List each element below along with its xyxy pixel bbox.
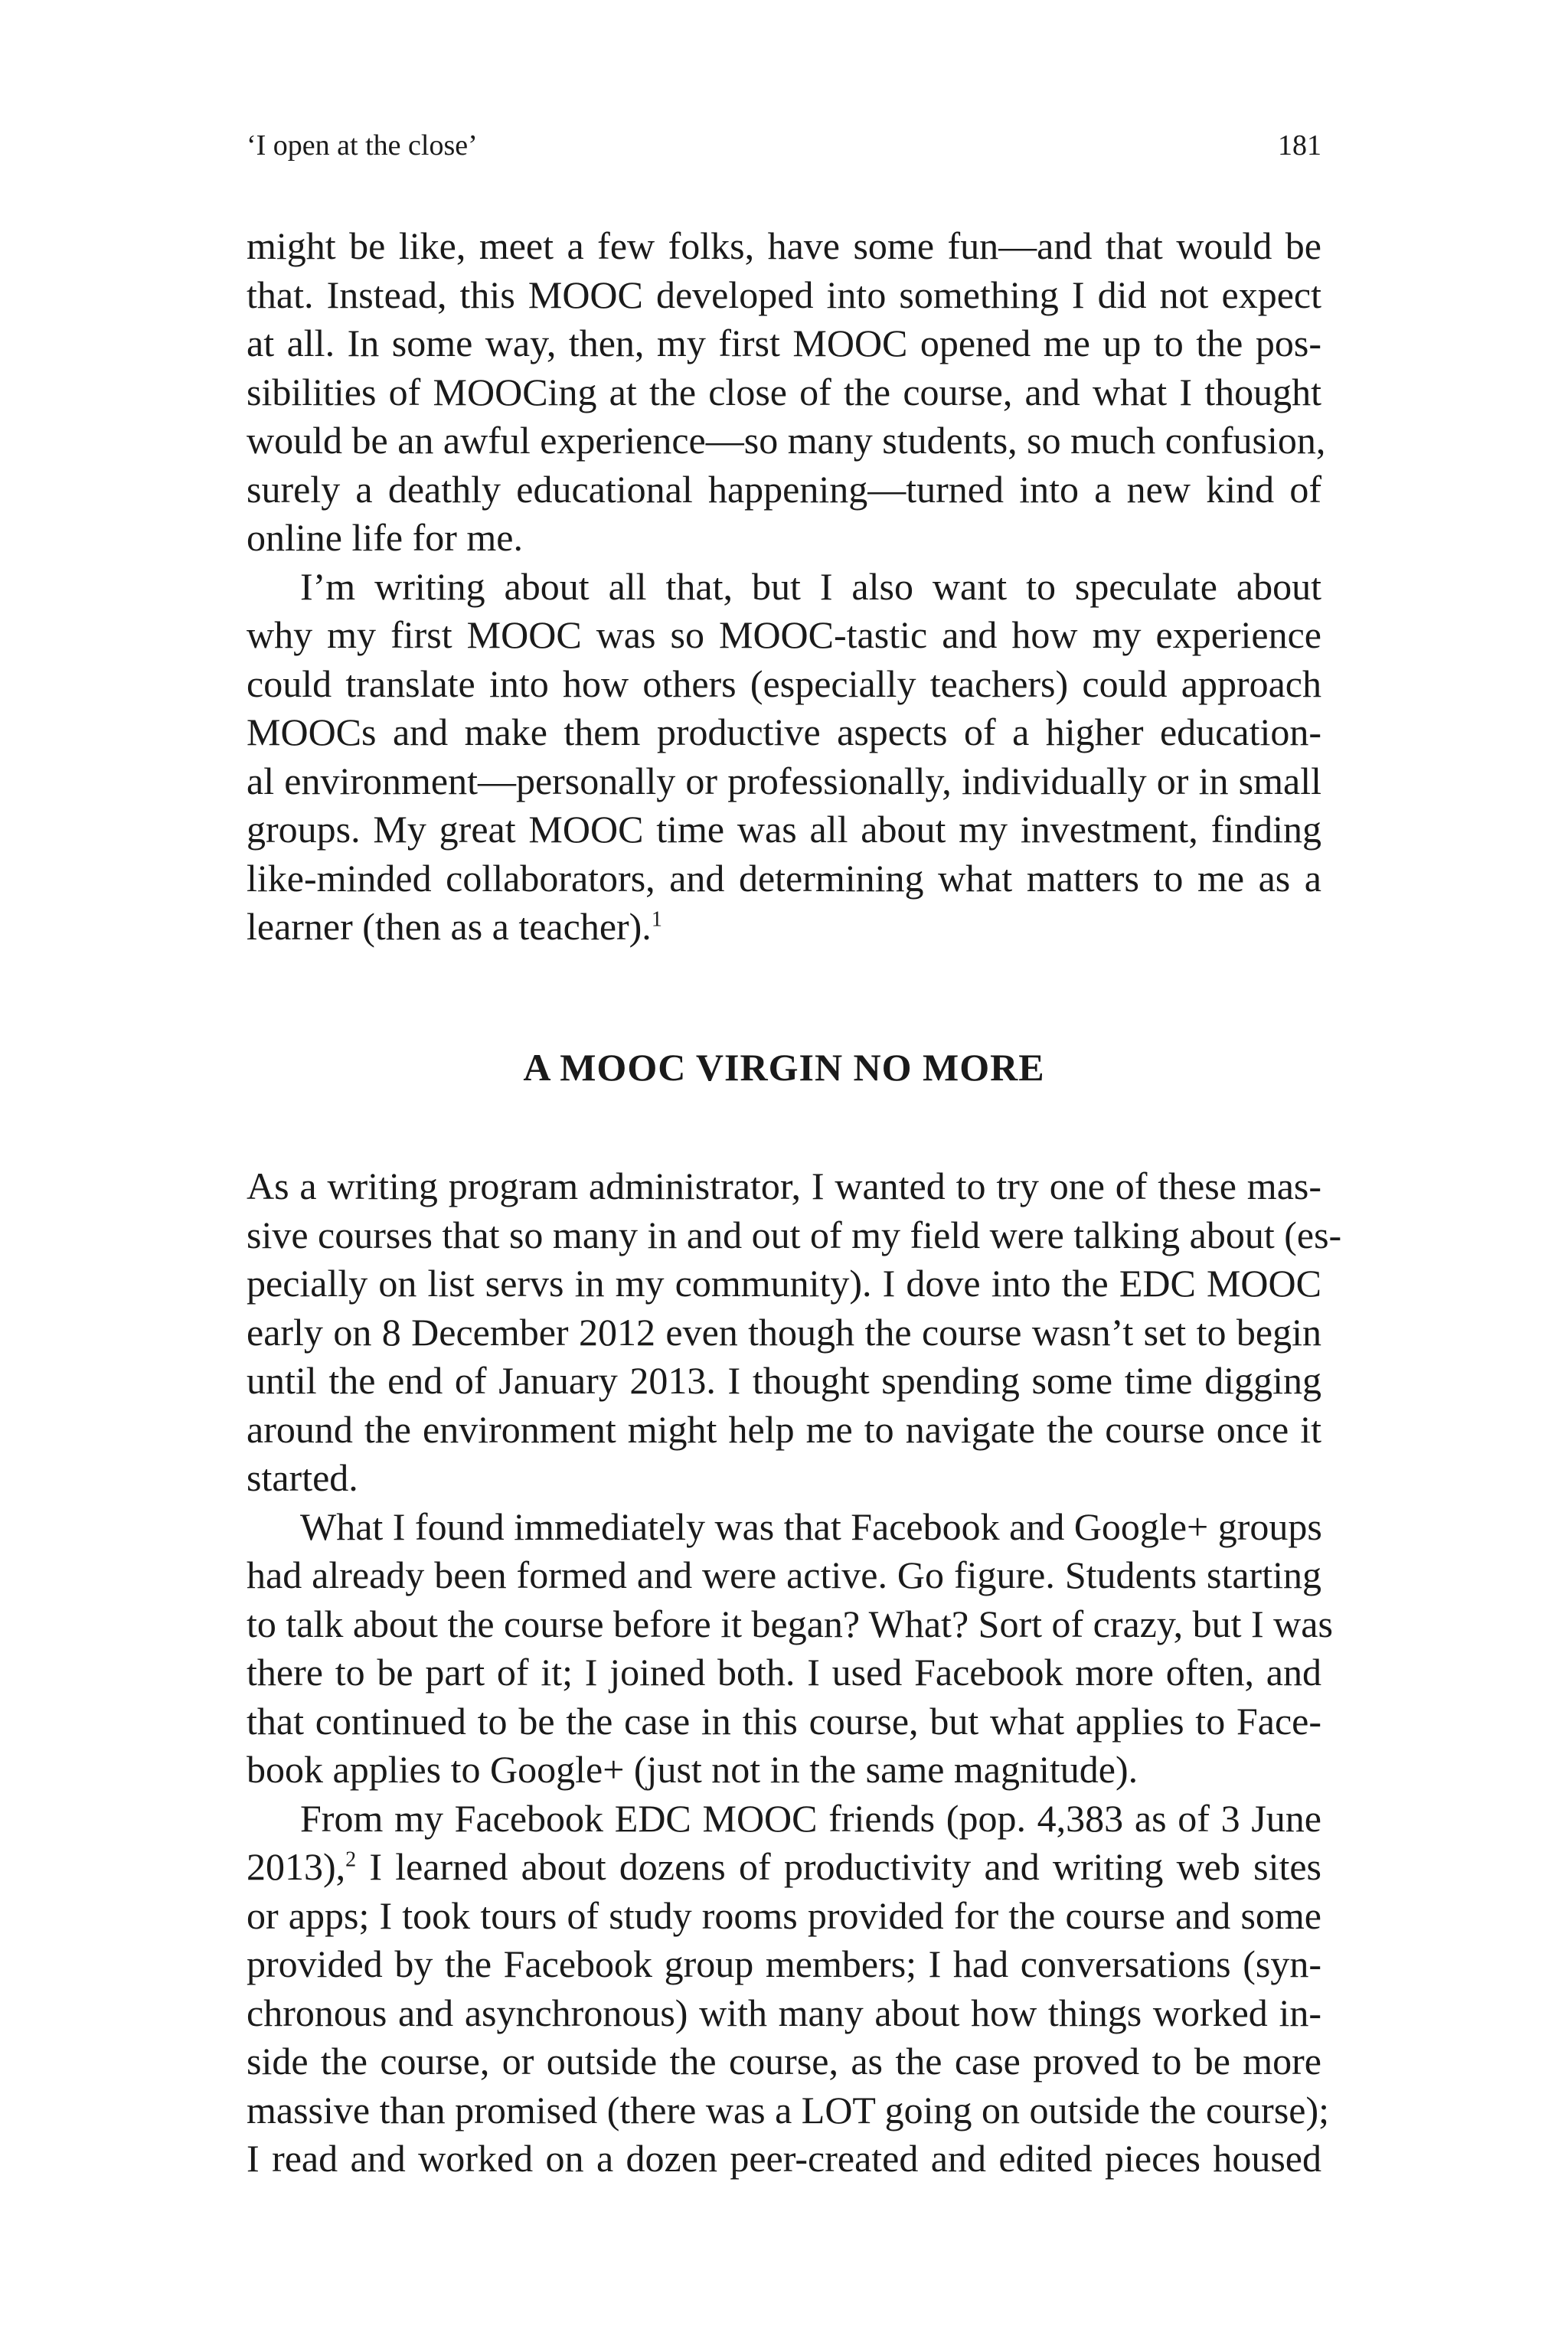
paragraph: [247, 222, 1326, 563]
text-line: book applies to Google+ (just not in the same magnitude).: [247, 1748, 1138, 1791]
text-line: [247, 903, 1321, 952]
text-line: surely a deathly educational happening—turned into a new kind of: [247, 467, 1321, 511]
text-line: like-minded collaborators, and determining what matters to me as a: [247, 856, 1321, 900]
footnote-reference[interactable]: 2: [345, 1847, 357, 1872]
text-line-content: 2013),: [247, 1845, 346, 1888]
text-line: or apps; I took tours of study rooms provided for the course and some: [247, 1893, 1321, 1937]
text-line: might be like, meet a few folks, have some fun—and that would be: [247, 224, 1321, 267]
text-line: al environment—personally or professionally, individually or in small: [247, 759, 1321, 802]
text-line: started.: [247, 1456, 358, 1499]
text-line: online life for me.: [247, 516, 523, 559]
running-title: ‘I open at the close’: [247, 129, 478, 162]
text-line: chronous and asynchronous) with many about how things worked in-: [247, 1991, 1321, 2034]
paragraph: [247, 1503, 1333, 1795]
running-head: [247, 122, 1321, 168]
text-line: could translate into how others (especially teachers) could approach: [247, 662, 1321, 705]
text-line: until the end of January 2013. I thought spending some time digging: [247, 1359, 1321, 1402]
text-line: around the environment might help me to navigate the course once it: [247, 1407, 1321, 1451]
text-line: sive courses that so many in and out of my field were talking about (es-: [247, 1213, 1342, 1256]
text-line: to talk about the course before it began? What? Sort of crazy, but I was: [247, 1602, 1333, 1645]
text-line: why my first MOOC was so MOOC-tastic and how my experience: [247, 613, 1321, 656]
text-line: early on 8 December 2012 even though the course wasn’t set to begin: [247, 1310, 1321, 1354]
text-line: at all. In some way, then, my first MOOC opened me up to the pos-: [247, 322, 1321, 364]
text-line: As a writing program administrator, I wanted to try one of these mas-: [247, 1165, 1321, 1207]
text-line: pecially on list servs in my community). I dove into the EDC MOOC: [247, 1262, 1321, 1305]
paragraph: [247, 563, 1321, 952]
text-line: sibilities of MOOCing at the close of the course, and what I thought: [247, 370, 1321, 413]
text-line: I read and worked on a dozen peer-created and edited pieces housed: [247, 2137, 1321, 2180]
text-line: that. Instead, this MOOC developed into something I did not expect: [247, 273, 1321, 316]
body-text: [247, 222, 1342, 2184]
text-line: MOOCs and make them productive aspects of a higher education-: [247, 710, 1321, 753]
text-line: I’m writing about all that, but I also want to speculate about: [300, 564, 1321, 608]
text-line: What I found immediately was that Facebook and Google+ groups: [300, 1504, 1322, 1548]
text-line-content: I learned about dozens of productivity and writing web sites: [356, 1845, 1321, 1888]
text-line: there to be part of it; I joined both. I used Facebook more often, and: [247, 1651, 1321, 1694]
paragraph: [247, 1162, 1342, 1503]
text-line: [247, 1843, 1321, 1892]
footnote-reference[interactable]: 1: [651, 907, 662, 932]
text-line: massive than promised (there was a LOT going on outside the course);: [247, 2088, 1330, 2132]
text-line: From my Facebook EDC MOOC friends (pop. 4,383 as of 3 June: [300, 1796, 1321, 1840]
page-number: 181: [1278, 129, 1321, 162]
text-line: would be an awful experience—so many students, so much confusion,: [247, 419, 1326, 462]
text-line: provided by the Facebook group members; I had conversations (syn-: [247, 1942, 1321, 1985]
section-heading: A MOOC VIRGIN NO MORE: [523, 1045, 1045, 1089]
text-line-content: learner (then as a teacher).: [247, 905, 652, 948]
text-line: side the course, or outside the course, as the case proved to be more: [247, 2040, 1321, 2082]
text-line: that continued to be the case in this course, but what applies to Face-: [247, 1699, 1321, 1743]
paragraph: [247, 1795, 1330, 2184]
text-line: groups. My great MOOC time was all about my investment, finding: [247, 808, 1321, 851]
text-line: had already been formed and were active. Go figure. Students starting: [247, 1553, 1321, 1596]
